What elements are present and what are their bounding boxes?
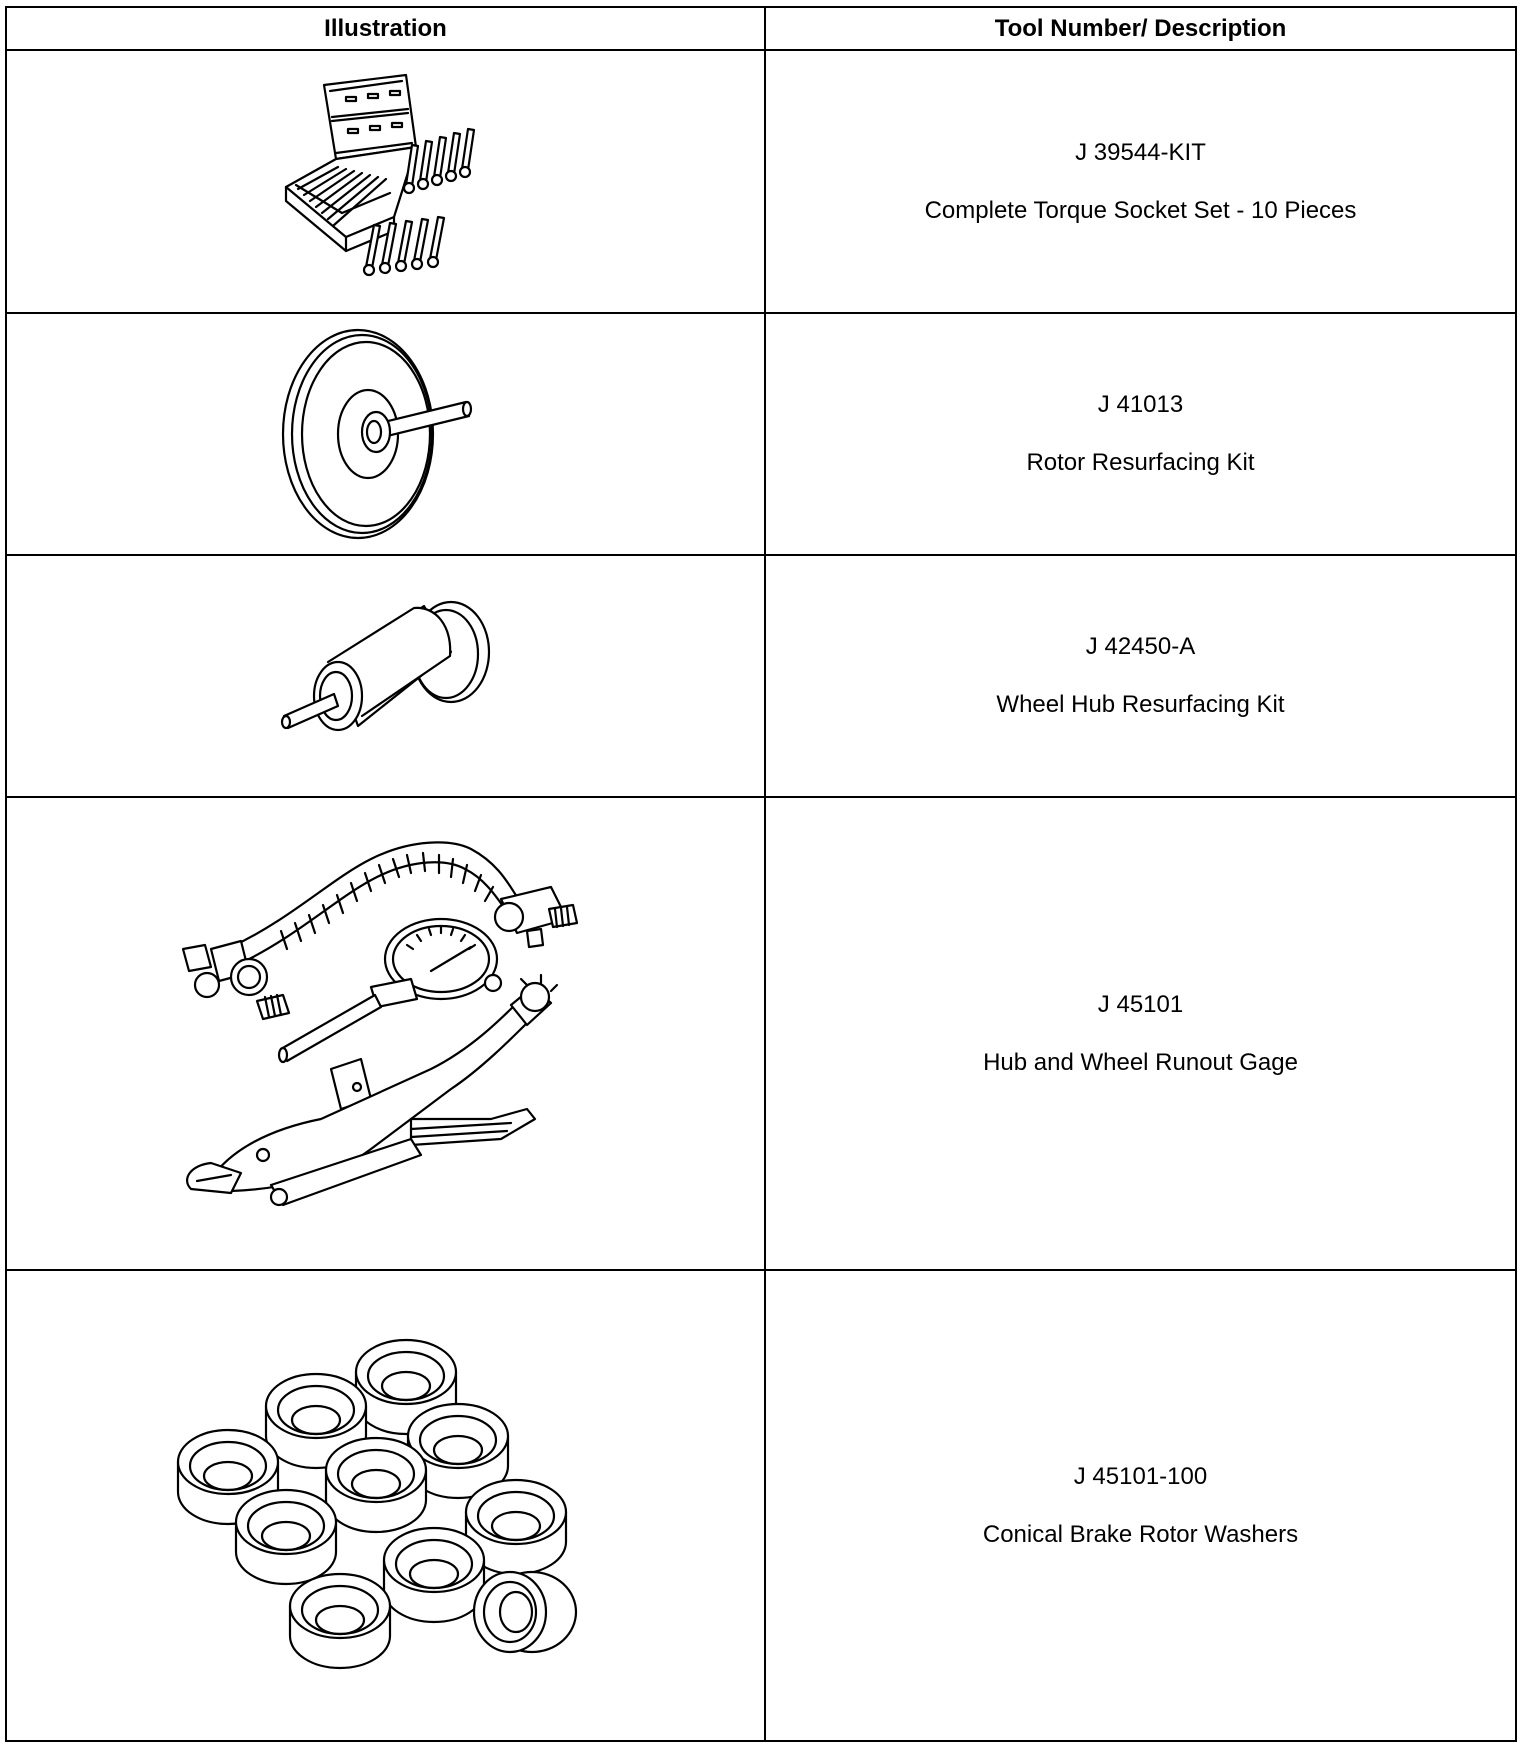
illustration-cell [6, 1270, 765, 1741]
header-tool-number-description: Tool Number/ Description [765, 7, 1516, 50]
tool-number: J 45101-100 [1073, 1462, 1208, 1490]
tool-number: J 39544-KIT [1075, 138, 1206, 166]
special-tools-table [5, 6, 1517, 1742]
table-row [6, 797, 1516, 1270]
illustration-cell [6, 555, 765, 797]
torque-socket-set-icon [266, 67, 506, 297]
runout-gage-icon [171, 819, 601, 1249]
description-cell [765, 797, 1516, 1270]
table-row [6, 555, 1516, 797]
tool-description: Hub and Wheel Runout Gage [983, 1048, 1298, 1076]
table-row [6, 1270, 1516, 1741]
tool-number: J 42450-A [1085, 633, 1196, 660]
header-row [6, 7, 1516, 50]
tool-number: J 45101 [1097, 990, 1184, 1018]
description-cell [765, 1270, 1516, 1741]
table-row [6, 313, 1516, 555]
illustration-cell [6, 313, 765, 555]
illustration-cell [6, 50, 765, 313]
description-cell [765, 313, 1516, 555]
tool-description: Rotor Resurfacing Kit [1026, 449, 1255, 476]
description-cell [765, 555, 1516, 797]
description-cell [765, 50, 1516, 313]
header-illustration: Illustration [6, 7, 765, 50]
wheel-hub-resurfacing-kit-icon [276, 596, 496, 756]
conical-washers-icon [176, 1326, 596, 1686]
tool-description: Complete Torque Socket Set - 10 Pieces [924, 196, 1357, 224]
tool-number: J 41013 [1097, 391, 1184, 418]
illustration-cell [6, 797, 765, 1270]
rotor-resurfacing-kit-icon [276, 324, 496, 544]
tool-description: Wheel Hub Resurfacing Kit [996, 691, 1285, 718]
tool-description: Conical Brake Rotor Washers [982, 1520, 1299, 1548]
table-row [6, 50, 1516, 313]
